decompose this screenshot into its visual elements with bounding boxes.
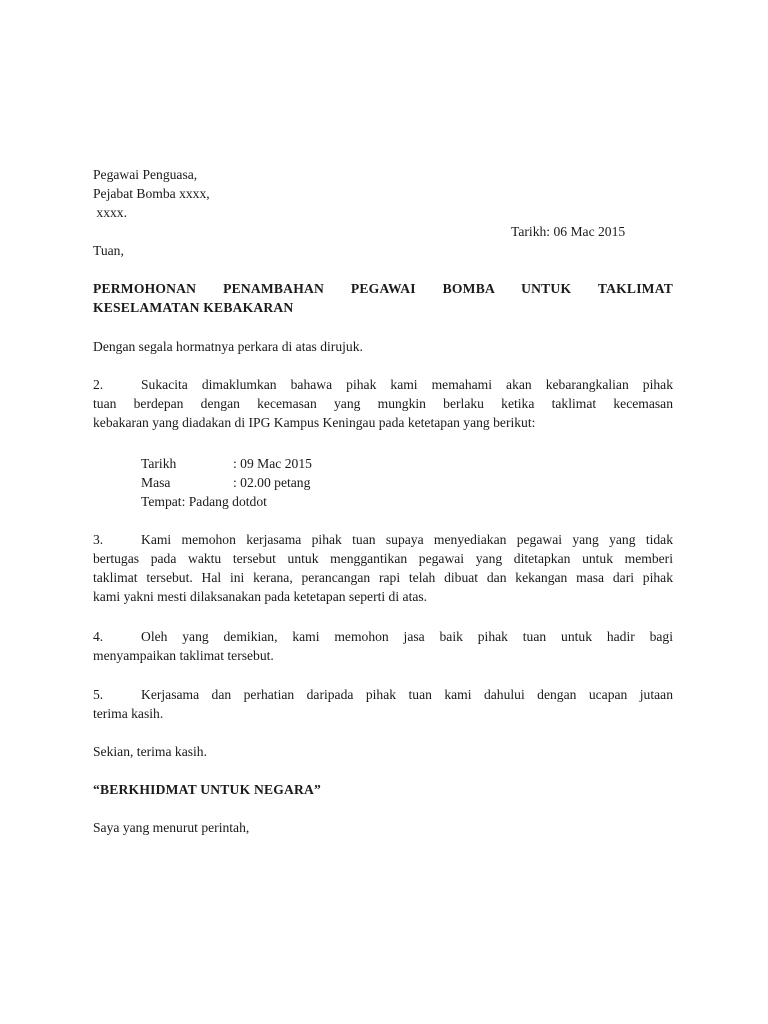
motto: “BERKHIDMAT UNTUK NEGARA”: [93, 782, 322, 797]
recipient-line-2: Pejabat Bomba xxxx,: [93, 186, 210, 201]
paragraph-2: [93, 375, 673, 432]
paragraph-2-line-1: Sukacita dimaklumkan bahawa pihak kami memahami akan kebarangkalian pihak: [141, 377, 673, 392]
opening-sentence: Dengan segala hormatnya perkara di atas dirujuk.: [93, 339, 363, 354]
paragraph-2-number: 2.: [93, 377, 104, 392]
detail-tarikh-label: Tarikh: [141, 456, 177, 471]
paragraph-2-line-3: kebakaran yang diadakan di IPG Kampus Keningau pada ketetapan yang berikut:: [93, 415, 536, 430]
paragraph-4: [93, 627, 673, 665]
letter-date: Tarikh: 06 Mac 2015: [511, 224, 626, 239]
detail-masa-value: : 02.00 petang: [233, 475, 311, 490]
subject-line-1: PERMOHONAN PENAMBAHAN PEGAWAI BOMBA UNTUK TAKLIMAT: [93, 281, 673, 296]
salutation: Tuan,: [93, 243, 124, 258]
paragraph-3-line-1: Kami memohon kerjasama pihak tuan supaya menyediakan pegawai yang yang tidak: [141, 532, 673, 547]
paragraph-3: [93, 530, 673, 606]
detail-tarikh: [141, 454, 312, 473]
paragraph-5-number: 5.: [93, 687, 104, 702]
paragraph-2-line-2: tuan berdepan dengan kecemasan yang mungkin berlaku ketika taklimat kecemasan: [93, 396, 673, 411]
paragraph-3-line-2: bertugas pada waktu tersebut untuk menggantikan pegawai yang ditetapkan untuk memberi: [93, 551, 673, 566]
paragraph-3-line-4: kami yakni mesti dilaksanakan pada ketetapan seperti di atas.: [93, 589, 428, 604]
subject-line-2: KESELAMATAN KEBAKARAN: [93, 300, 294, 315]
detail-masa: [141, 473, 310, 492]
paragraph-3-line-3: taklimat tersebut. Hal ini kerana, perancangan rapi telah dibuat dan kekangan masa dari pihak: [93, 570, 673, 585]
subject-heading: [93, 279, 673, 317]
letter-page: [93, 0, 673, 1024]
paragraph-4-number: 4.: [93, 629, 104, 644]
detail-tempat: Tempat: Padang dotdot: [141, 494, 267, 509]
signoff: Saya yang menurut perintah,: [93, 820, 250, 835]
detail-masa-label: Masa: [141, 475, 171, 490]
paragraph-4-line-2: menyampaikan taklimat tersebut.: [93, 648, 274, 663]
paragraph-5-line-1: Kerjasama dan perhatian daripada pihak tuan kami dahului dengan ucapan jutaan: [141, 687, 673, 702]
paragraph-3-number: 3.: [93, 532, 104, 547]
closing-line: Sekian, terima kasih.: [93, 744, 208, 759]
paragraph-5-line-2: terima kasih.: [93, 706, 164, 721]
recipient-line-3: xxxx.: [93, 205, 127, 220]
paragraph-5: [93, 685, 673, 723]
detail-tarikh-value: : 09 Mac 2015: [233, 456, 312, 471]
recipient-line-1: Pegawai Penguasa,: [93, 167, 198, 182]
paragraph-4-line-1: Oleh yang demikian, kami memohon jasa baik pihak tuan untuk hadir bagi: [141, 629, 673, 644]
